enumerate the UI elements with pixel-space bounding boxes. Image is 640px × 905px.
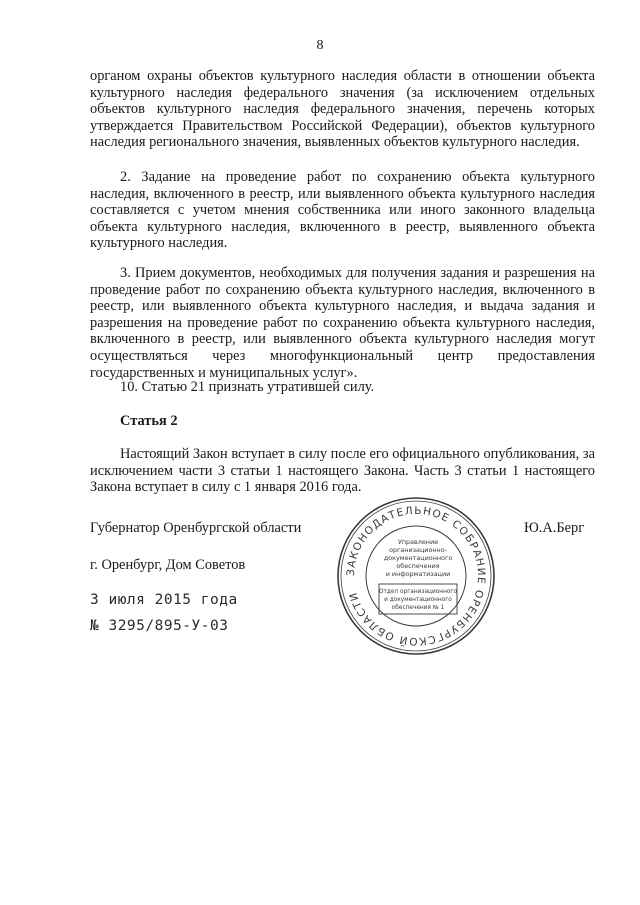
signing-place: г. Оренбург, Дом Советов (90, 557, 246, 573)
signatory-name: Ю.А.Берг (524, 520, 585, 536)
paragraph-item-10: 10. Статью 21 признать утратившей силу. (120, 379, 375, 395)
paragraph-item-3: 3. Прием документов, необходимых для получения задания и разрешения на проведение работ по сохранению объекта культурного наследия, включенного в реестр, или выявленного объекта культурного наследия, и выдача задания и разрешения на проведение работ по сохранению объекта культурного наследия, включенного в реестр, или выявленного объекта культурного наследия могут осуществляться через многофункциональный центр предоставления государственных и муниципальных услуг». (90, 265, 595, 381)
law-number-stamp: № 3295/895-У-03 (90, 618, 229, 634)
seal-inner-line: обеспечения (396, 562, 440, 570)
seal-box-line: Отдел организационного (378, 589, 458, 595)
seal-inner-line: Управление (397, 538, 439, 546)
page-number: 8 (316, 38, 324, 53)
seal-ring-text: ЗАКОНОДАТЕЛЬНОЕ СОБРАНИЕ ОРЕНБУРГСКОЙ ОБЛАСТИ (344, 504, 488, 648)
article-2-heading: Статья 2 (120, 413, 178, 429)
seal-inner-line: и информатизации (385, 570, 451, 578)
seal-box-line: обеспечения № 1 (391, 605, 445, 611)
seal-inner-line: документационного (383, 554, 453, 562)
seal-box-line: и документационного (384, 597, 452, 603)
signatory-title: Губернатор Оренбургской области (90, 520, 302, 536)
seal-inner-line: организационно- (389, 546, 447, 554)
paragraph-continuation: органом охраны объектов культурного наследия области в отношении объекта культурного наследия федерального значения (за исключением отдельных объектов культурного наследия федерального значения, перечень которых утверждается Правительством Российской Федерации), объектов культурного наследия регионального значения, выявленных объектов культурного наследия. (90, 68, 595, 151)
law-date-stamp: 3 июля 2015 года (90, 592, 238, 608)
official-seal (335, 495, 497, 657)
article-2-text: Настоящий Закон вступает в силу после его официального опубликования, за исключением части 3 статьи 1 настоящего Закона. Часть 3 статьи 1 настоящего Закона вступает в силу с 1 января 2016 года. (90, 446, 595, 496)
paragraph-item-2: 2. Задание на проведение работ по сохранению объекта культурного наследия, включенного в реестр, или выявленного объекта культурного наследия составляется с учетом мнения собственника или иного законного владельца объекта культурного наследия, включенного в реестр, выявленного объекта культурного наследия. (90, 169, 595, 252)
